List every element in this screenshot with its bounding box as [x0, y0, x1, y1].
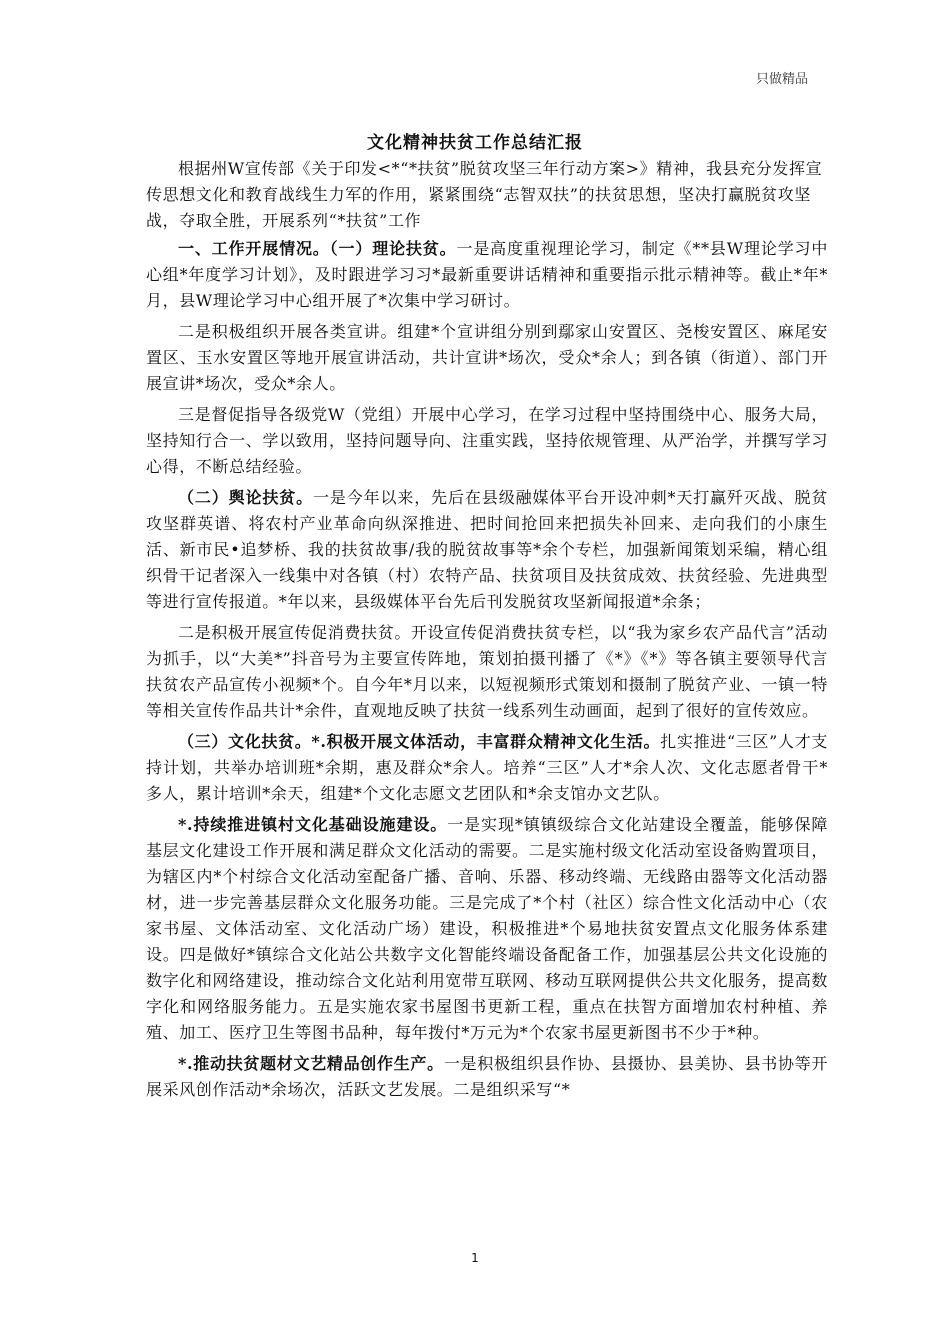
paragraph-heading: 一、工作开展情况。（一）理论扶贫。 [178, 239, 457, 258]
paragraph [146, 812, 828, 1046]
paragraph-text: 扎实推进“三区”人才支持计划，共举办培训班*余期，惠及群众*余人。培养“三区”人才*余人次、文化志愿者骨干*多人，累计培训*余天，组建*个文化志愿文艺团队和*余支馆办文艺队。 [146, 732, 828, 803]
paragraph [146, 402, 828, 480]
paragraph-heading: *.持续推进镇村文化基础设施建设。 [178, 815, 448, 834]
paragraph-heading: （三）文化扶贫。*.积极开展文体活动，丰富群众精神文化生活。 [178, 732, 661, 751]
paragraph-heading: *.推动扶贫题材文艺精品创作生产。 [178, 1054, 444, 1073]
header-tag: 只做精品 [755, 72, 808, 87]
paragraph [146, 485, 828, 615]
paragraph [146, 1051, 828, 1103]
paragraph-text: 一是今年以来，先后在县级融媒体平台开设冲刺*天打赢歼灭战、脱贫攻坚群英谱、将农村产业革命向纵深推进、把时间抢回来把损失补回来、走向我们的小康生活、新市民•追梦桥、我的扶贫故事/我的脱贫故事等*余个专栏，加强新闻策划采编，精心组织骨干记者深入一线集中对各镇（村）农特产品、扶贫项目及扶贫成效、扶贫经验、先进典型等进行宣传报道。*年以来，县级媒体平台先后刊发脱贫攻坚新闻报道*余条； [146, 488, 828, 611]
paragraph-heading: （二）舆论扶贫。 [178, 488, 314, 507]
paragraph [146, 620, 828, 724]
paragraph [146, 729, 828, 807]
paragraph [146, 319, 828, 397]
document-title: 文化精神扶贫工作总结汇报 [367, 133, 583, 153]
intro-paragraph: 根据州W宣传部《关于印发<*“*扶贫”脱贫攻坚三年行动方案>》精神，我县充分发挥宣传思想文化和教育战线生力军的作用，紧紧围绕“志智双扶”的扶贫思想，坚决打赢脱贫攻坚战，夺取全胜，开展系列“*扶贫”工作 [146, 159, 823, 230]
paragraph-text: 一是积极组织县作协、县摄协、县美协、县书协等开展采风创作活动*余场次，活跃文艺发展。二是组织采写“* [146, 1054, 828, 1099]
paragraph-text: 二是积极组织开展各类宣讲。组建*个宣讲组分别到鄢家山安置区、尧梭安置区、麻尾安置区、玉水安置区等地开展宣讲活动，共计宣讲*场次，受众*余人；到各镇（街道）、部门开展宣讲*场次，受众*余人。 [146, 322, 828, 393]
paragraph-text: 二是积极开展宣传促消费扶贫。开设宣传促消费扶贫专栏，以“我为家乡农产品代言”活动为抓手，以“大美*”抖音号为主要宣传阵地，策划拍摄刊播了《*》《*》等各镇主要领导代言扶贫农产品宣传小视频*个。自今年*月以来，以短视频形式策划和摄制了脱贫产业、一镇一特等相关宣传作品共计*余件，直观地反映了扶贫一线系列生动画面，起到了很好的宣传效应。 [146, 623, 828, 720]
paragraph [146, 236, 828, 314]
paragraph-text: 三是督促指导各级党W（党组）开展中心学习，在学习过程中坚持围绕中心、服务大局，坚持知行合一、学以致用，坚持问题导向、注重实践，坚持依规管理、从严治学，并撰写学习心得，不断总结经验。 [146, 405, 828, 476]
page-number: 1 [471, 1251, 479, 1265]
paragraph-text: 一是实现*镇镇级综合文化站建设全覆盖，能够保障基层文化建设工作开展和满足群众文化活动的需要。二是实施村级文化活动室设备购置项目，为辖区内*个村综合文化活动室配备广播、音响、乐器、移动终端、无线路由器等文化活动器材，进一步完善基层群众文化服务功能。三是完成了*个村（社区）综合性文化活动中心（农家书屋、文体活动室、文化活动广场）建设，积极推进*个易地扶贫安置点文化服务体系建设。四是做好*镇综合文化站公共数字文化智能终端设备配备工作，加强基层公共文化设施的数字化和网络建设，推动综合文化站利用宽带互联网、移动互联网提供公共文化服务，提高数字化和网络服务能力。五是实施农家书屋图书更新工程，重点在扶智方面增加农村种植、养殖、加工、医疗卫生等图书品种，每年拨付*万元为*个农家书屋更新图书不少于*种。 [146, 815, 828, 1042]
paragraph-text: 一是高度重视理论学习，制定《**县W理论学习中心组*年度学习计划》，及时跟进学习习*最新重要讲话精神和重要指示批示精神等。截止*年*月，县W理论学习中心组开展了*次集中学习研讨。 [146, 239, 829, 310]
document-body [146, 236, 828, 1108]
